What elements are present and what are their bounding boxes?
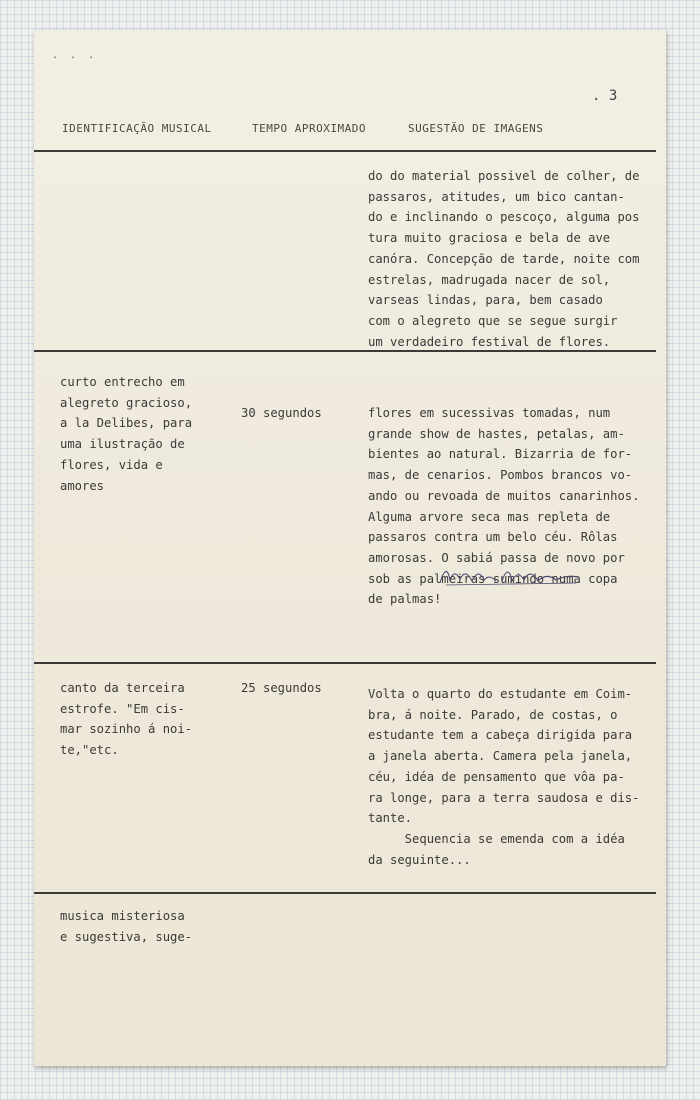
row-4-music: musica misteriosa e sugestiva, suge- <box>60 909 193 944</box>
header-approximate-time: TEMPO APROXIMADO <box>252 122 366 135</box>
header-image-suggestion: SUGESTÃO DE IMAGENS <box>408 122 544 135</box>
row-2-time: 30 segundos <box>241 406 322 420</box>
document-page <box>34 30 666 1066</box>
row-divider <box>34 662 656 664</box>
header-musical-identification: IDENTIFICAÇÃO MUSICAL <box>62 122 212 135</box>
header-rule <box>34 150 656 152</box>
page-number: . 3 <box>592 88 618 104</box>
row-3-images: Volta o quarto do estudante em Coim- bra, á noite. Parado, de costas, o estudante tem a cabeça dirigida para a janela aberta. Camera pela janela, céu, idéa de pensamento que vôa pa- ra longe, para a terra saudosa e dis- tante. Sequencia se emenda com a idéa da seguinte... <box>368 687 640 867</box>
handwritten-signature <box>436 563 586 589</box>
margin-dots: . . . <box>52 50 98 61</box>
row-2-images: flores em sucessivas tomadas, num grande show de hastes, petalas, am- bientes ao natural. Bizarria de for- mas, de cenarios. Pombos brancos vo- ando ou revoada de muitos canarinhos. Alguma arvore seca mas repleta de passaros contra um belo céu. Rôlas amorosas. O sabiá passa de novo por sob as palmeiras sumindo numa copa de palmas! <box>368 406 640 607</box>
row-2-music: curto entrecho em alegreto gracioso, a la Delibes, para uma ilustração de flores, vida e amores <box>60 375 193 493</box>
row-3-music: canto da terceira estrofe. "Em cis- mar sozinho á noi- te,"etc. <box>60 681 193 758</box>
row-3-time: 25 segundos <box>241 681 322 695</box>
row-divider <box>34 350 656 352</box>
row-divider <box>34 892 656 894</box>
row-1-images: do do material possivel de colher, de passaros, atitudes, um bico cantan- do e inclinando o pescoço, alguma pos tura muito graciosa e bela de ave canóra. Concepção de tarde, noite com estrelas, madrugada nacer de sol, varseas lindas, para, bem casado com o alegreto que se segue surgir um verdadeiro festival de flores. <box>368 169 640 349</box>
